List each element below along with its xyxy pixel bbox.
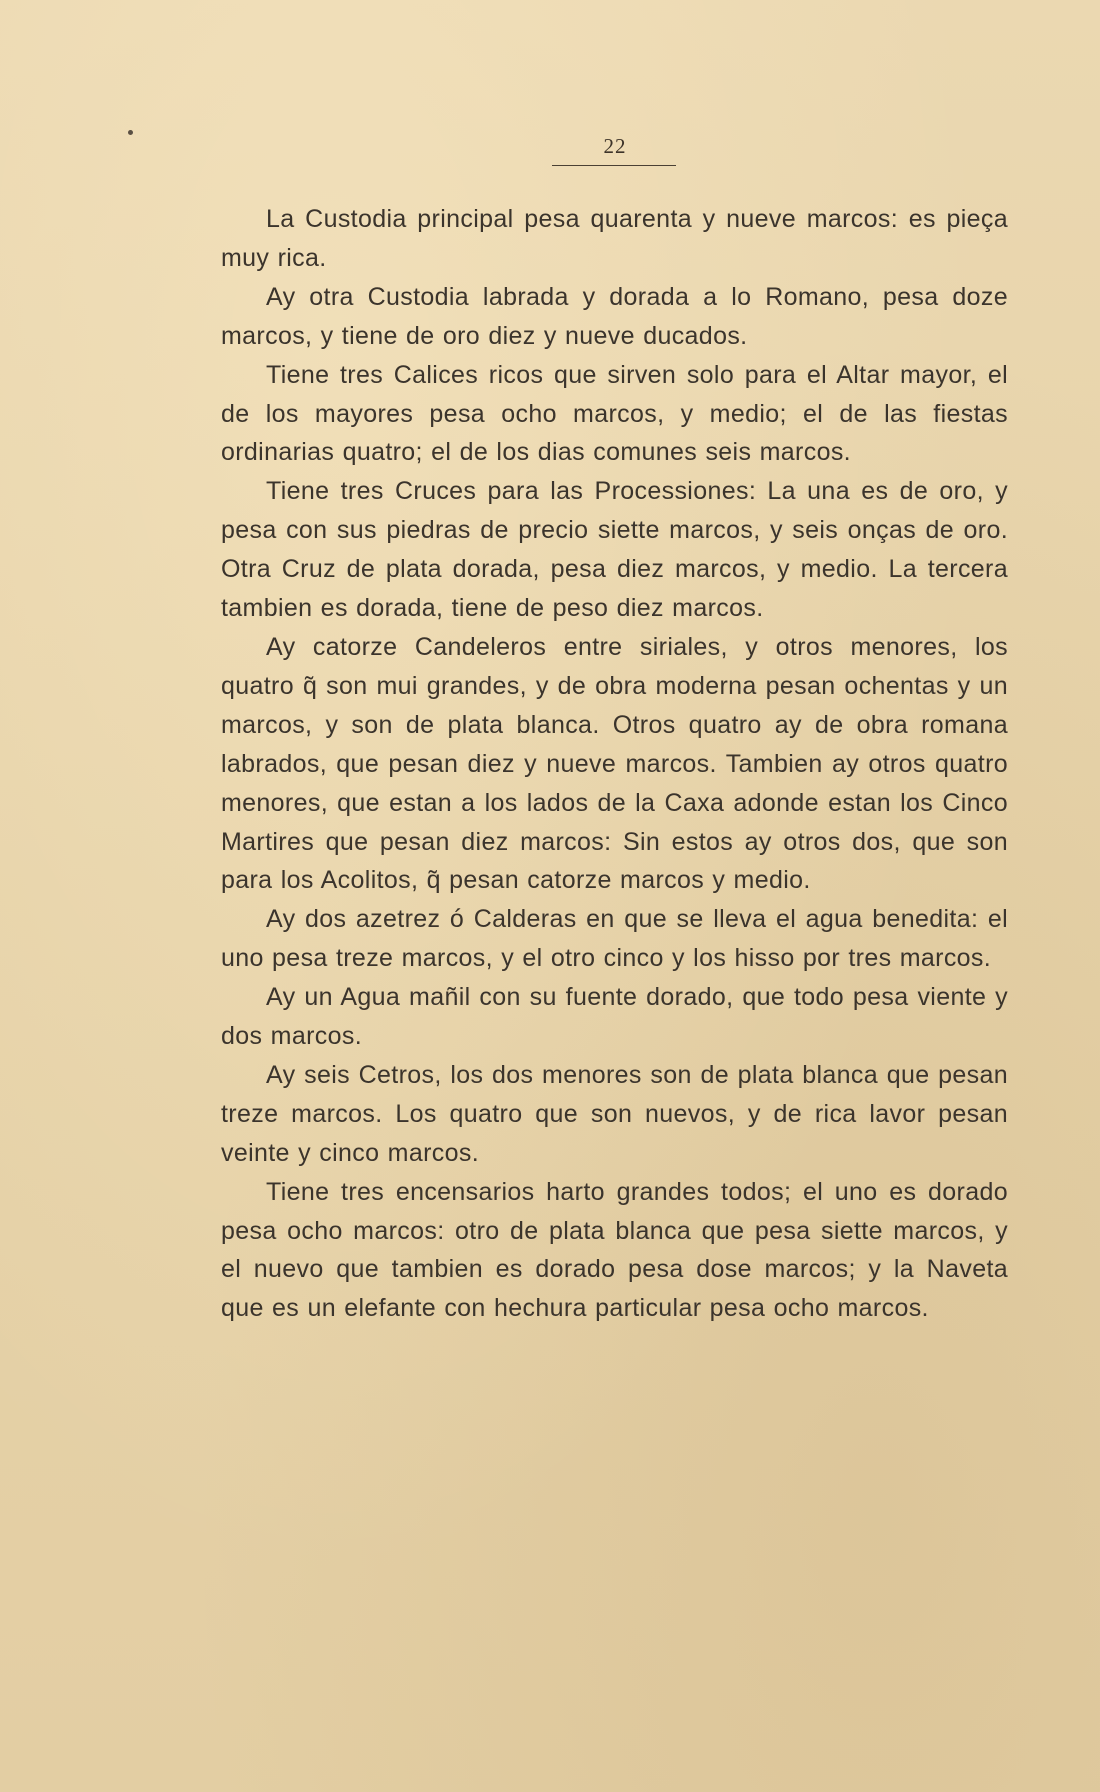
paragraph-calderas: Ay dos azetrez ó Calderas en que se lleva el agua benedita: el uno pesa treze marcos, y el otro cinco y los hisso por tres marcos. [221,905,1008,973]
paragraph-custodia-principal: La Custodia principal pesa quarenta y nueve marcos: es pieça muy rica. [221,205,1008,272]
paragraph-cetros: Ay seis Cetros, los dos menores son de plata blanca que pesan treze marcos. Los quatro que son nuevos, y de rica lavor pesan veinte y cinco marcos. [221,1060,1008,1167]
paragraph-cruces: Tiene tres Cruces para las Processiones: La una es de oro, y pesa con sus piedras de precio siette marcos, y seis onças de oro. Otra Cruz de plata dorada, pesa diez marcos, y medio. La tercera tambien es dorada, tiene de peso diez marcos. [221,477,1008,623]
text-body [221,200,1008,1328]
paragraph-agua-manil: Ay un Agua mañil con su fuente dorado, que todo pesa viente y dos marcos. [221,983,1008,1051]
paragraph-calices: Tiene tres Calices ricos que sirven solo para el Altar mayor, el de los mayores pesa ocho marcos, y medio; el de las fiestas ordinarias quatro; el de los dias comunes seis marcos. [221,360,1008,467]
page-header [552,133,678,166]
paragraph-encensarios: Tiene tres encensarios harto grandes todos; el uno es dorado pesa ocho marcos: otro de plata blanca que pesa siette marcos, y el nuevo que tambien es dorado pesa dose marcos; y la Naveta que es un elefante con hechura particular pesa ocho marcos. [221,1177,1008,1323]
paragraph-candeleros: Ay catorze Candeleros entre siriales, y otros menores, los quatro q̃ son mui grandes, y de obra moderna pesan ochentas y un marcos, y son de plata blanca. Otros quatro ay de obra romana labrados, que pesan diez y nueve marcos. Tambien ay otros quatro menores, que estan a los lados de la Caxa adonde estan los Cinco Martires que pesan diez marcos: Sin estos ay otros dos, que son para los Acolitos, q̃ pesan catorze marcos y medio. [221,632,1008,895]
page-number: 22 [603,134,627,158]
ink-speck [128,130,133,135]
paragraph-otra-custodia: Ay otra Custodia labrada y dorada a lo Romano, pesa doze marcos, y tiene de oro diez y nueve ducados. [221,282,1008,350]
header-rule [552,165,676,166]
